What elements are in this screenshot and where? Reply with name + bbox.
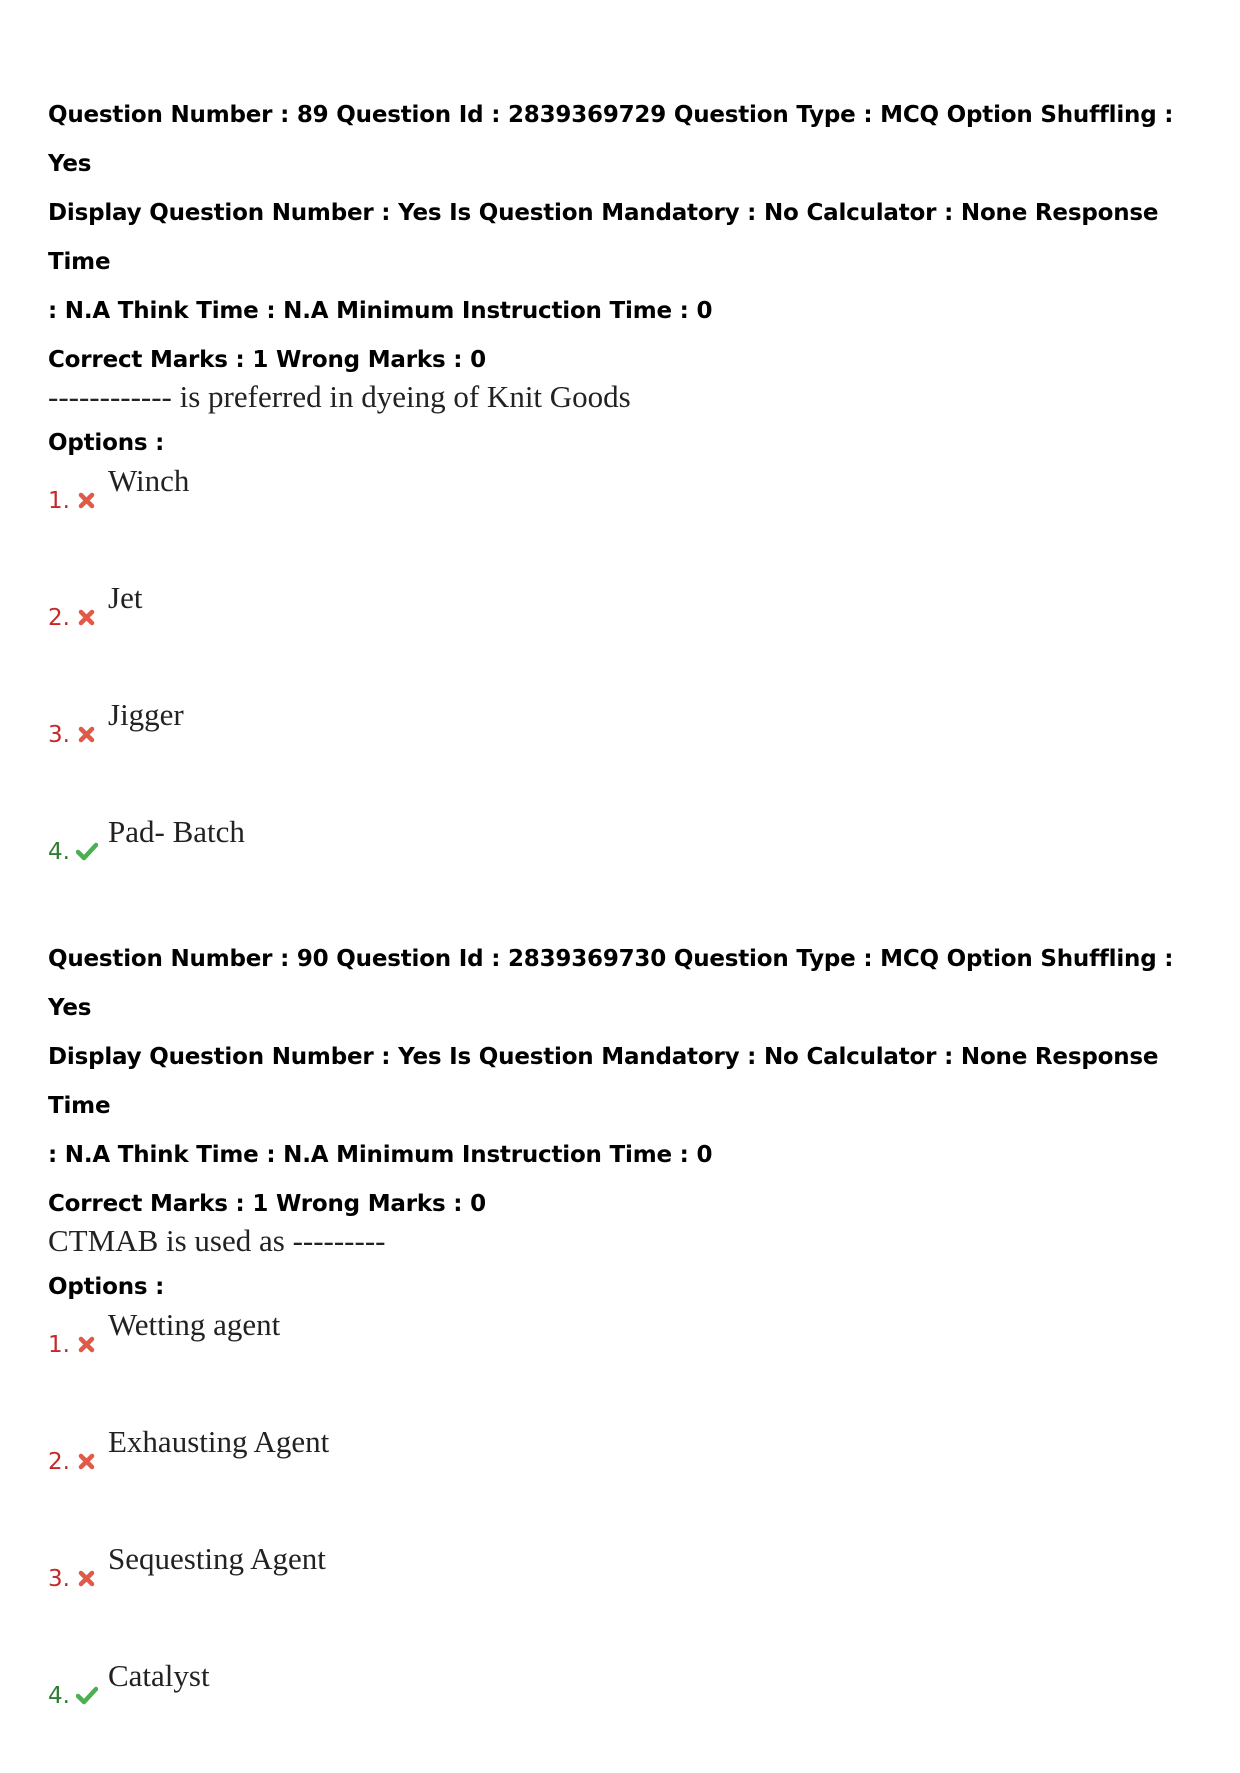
option-text: Sequesting Agent: [108, 1541, 326, 1576]
cross-icon: [76, 606, 98, 628]
option-number: 2.: [48, 1449, 70, 1475]
option-number: 1.: [48, 488, 70, 514]
question-meta-line: : N.A Think Time : N.A Minimum Instruction Time : 0: [48, 1142, 713, 1168]
option-text: Wetting agent: [108, 1307, 281, 1342]
option-item: [48, 461, 1208, 578]
question-text: ------------ is preferred in dyeing of Knit Goods: [48, 379, 631, 414]
option-item: [48, 695, 1208, 812]
question-meta-line: Display Question Number : Yes Is Question Mandatory : No Calculator : None Response Time: [48, 1044, 1159, 1119]
question-text: CTMAB is used as ---------: [48, 1223, 386, 1258]
cross-icon: [76, 723, 98, 745]
option-number: 4.: [48, 839, 70, 865]
question-marks: Correct Marks : 1 Wrong Marks : 0: [48, 1191, 486, 1217]
option-number: 2.: [48, 605, 70, 631]
option-text: Exhausting Agent: [108, 1424, 330, 1459]
options-label: Options :: [48, 430, 165, 456]
cross-icon: [76, 1450, 98, 1472]
options-list: [48, 461, 1208, 929]
question-block: [48, 91, 1208, 929]
option-item: [48, 1656, 1208, 1773]
cross-icon: [76, 1567, 98, 1589]
question-meta-line: Question Number : 89 Question Id : 2839369729 Question Type : MCQ Option Shuffling : Yes: [48, 102, 1174, 177]
option-text: Catalyst: [108, 1658, 210, 1693]
check-icon: [76, 840, 98, 862]
option-text: Jigger: [108, 697, 184, 732]
option-number: 3.: [48, 722, 70, 748]
cross-icon: [76, 1333, 98, 1355]
option-number: 1.: [48, 1332, 70, 1358]
cross-icon: [76, 489, 98, 511]
question-meta-line: Question Number : 90 Question Id : 2839369730 Question Type : MCQ Option Shuffling : Yes: [48, 946, 1174, 1021]
option-text: Pad- Batch: [108, 814, 245, 849]
check-icon: [76, 1684, 98, 1706]
option-text: Winch: [108, 463, 190, 498]
option-number: 4.: [48, 1683, 70, 1709]
option-number: 3.: [48, 1566, 70, 1592]
question-meta-line: : N.A Think Time : N.A Minimum Instruction Time : 0: [48, 298, 713, 324]
option-item: [48, 812, 1208, 929]
option-item: [48, 1422, 1208, 1539]
option-text: Jet: [108, 580, 143, 615]
question-block: [48, 935, 1208, 1773]
option-item: [48, 1539, 1208, 1656]
options-list: [48, 1305, 1208, 1773]
options-label: Options :: [48, 1274, 165, 1300]
question-meta-line: Display Question Number : Yes Is Question Mandatory : No Calculator : None Response Time: [48, 200, 1159, 275]
option-item: [48, 1305, 1208, 1422]
option-item: [48, 578, 1208, 695]
question-marks: Correct Marks : 1 Wrong Marks : 0: [48, 347, 486, 373]
